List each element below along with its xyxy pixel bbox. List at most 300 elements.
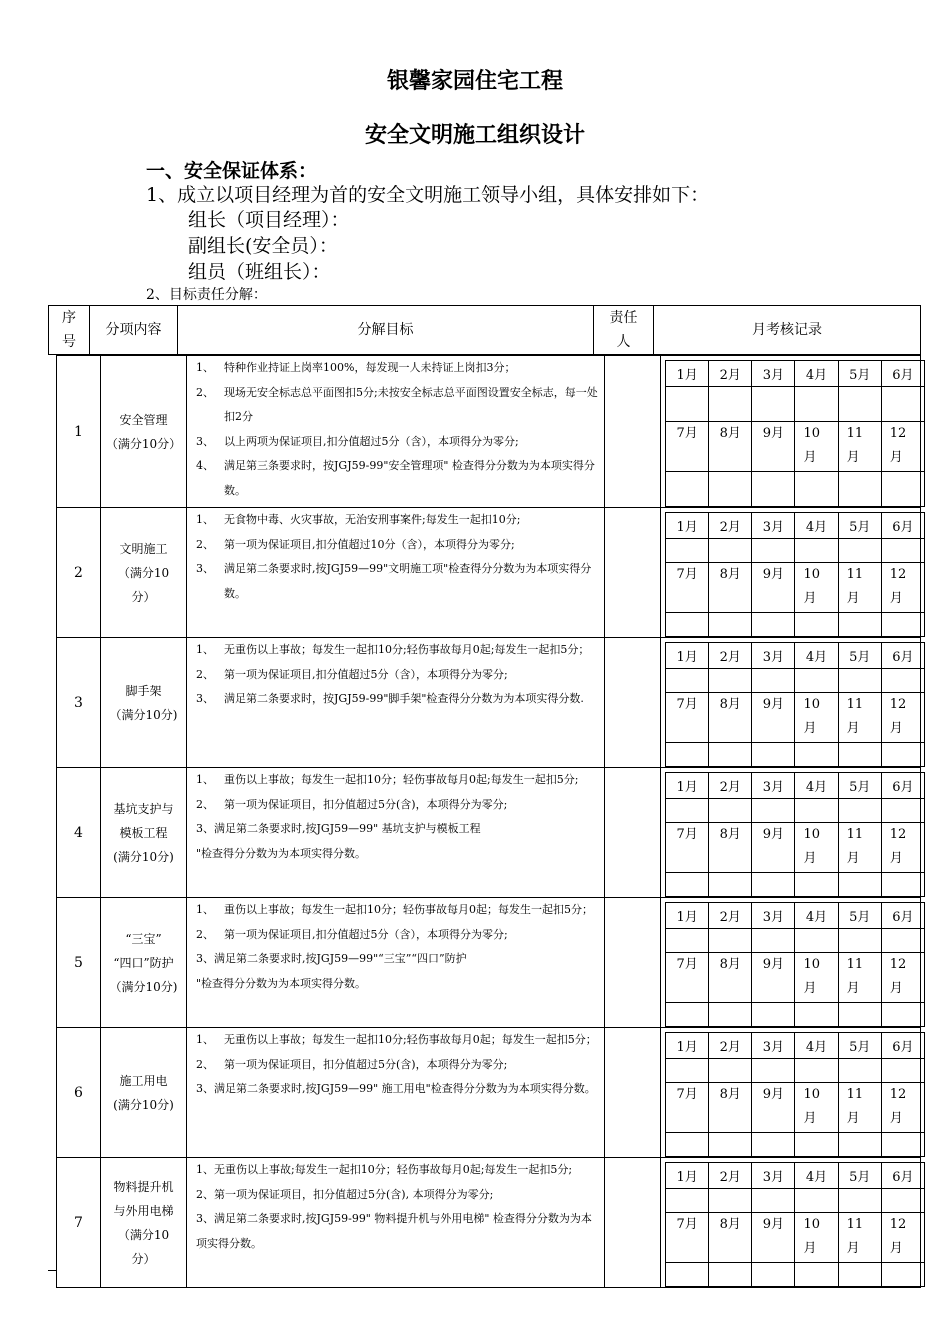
month-score-cell[interactable]: [666, 539, 709, 563]
month-label: [838, 823, 881, 873]
goal-text: 以上两项为保证项目,扣分值超过5分（含），本项得分为零分;: [224, 434, 519, 448]
month-score-cell[interactable]: [795, 472, 838, 507]
row-responsible: [605, 768, 661, 898]
goal-item: [196, 1077, 598, 1102]
goal-number: 2、: [196, 537, 214, 551]
month-label: 6月: [881, 643, 924, 669]
month-suffix: 月: [803, 1241, 817, 1256]
month-grid: [665, 360, 925, 507]
month-label: [795, 693, 838, 743]
goal-text: 3、满足第二条要求时,按JGJ59—99" 基坑支护与模板工程: [196, 822, 481, 835]
month-score-cell[interactable]: [795, 1133, 838, 1157]
row-category: [101, 1158, 187, 1288]
responsibility-table: [56, 355, 921, 1288]
month-label: [881, 823, 924, 873]
month-grid: [665, 1032, 925, 1157]
goal-text: "检查得分分数为为本项实得分数。: [196, 846, 367, 860]
month-score-cell[interactable]: [752, 1133, 795, 1157]
goal-number: 3、: [196, 692, 214, 705]
month-score-cell[interactable]: [666, 1003, 709, 1027]
month-score-cell[interactable]: [881, 387, 924, 422]
goal-item: [196, 663, 598, 688]
category-line: 分）: [131, 589, 156, 604]
header-seq: 序 号: [49, 306, 90, 355]
month-label: 5月: [838, 513, 881, 539]
goal-number: 1、: [196, 903, 214, 916]
goal-item: [196, 687, 598, 712]
month-label: 4月: [795, 361, 838, 387]
month-score-cell[interactable]: [881, 1003, 924, 1027]
month-score-cell[interactable]: [795, 1189, 838, 1213]
month-number: 11: [846, 426, 864, 441]
month-score-cell[interactable]: [795, 387, 838, 422]
goal-item: [196, 454, 598, 503]
month-suffix: 月: [889, 450, 903, 465]
month-suffix: 月: [889, 1111, 903, 1126]
month-score-cell[interactable]: [752, 799, 795, 823]
month-number: 12: [889, 1217, 907, 1232]
table-row: [57, 898, 921, 1028]
goal-number: 1、: [196, 513, 214, 526]
goal-number: 3、: [196, 562, 214, 575]
month-label: 4月: [795, 773, 838, 799]
month-score-cell[interactable]: [666, 929, 709, 953]
row-seq: 6: [57, 1028, 101, 1158]
goal-item: [196, 381, 598, 430]
header-goal: 分解目标: [178, 306, 594, 355]
role-deputy: 副组长(安全员）：: [188, 235, 338, 257]
month-label: 1月: [666, 643, 709, 669]
month-grid: [665, 902, 925, 1027]
month-number: 12: [889, 957, 907, 972]
month-score-cell[interactable]: [709, 387, 752, 422]
month-suffix: 月: [803, 721, 817, 736]
table-edge: [48, 1270, 56, 1271]
goal-item: [196, 817, 598, 842]
month-score-cell[interactable]: [881, 613, 924, 637]
month-score-cell[interactable]: [795, 873, 838, 897]
month-score-cell[interactable]: [752, 669, 795, 693]
goal-item: [196, 947, 598, 972]
header-category: 分项内容: [90, 306, 178, 355]
row-monthly-record: [661, 1028, 921, 1158]
month-label: 6月: [881, 773, 924, 799]
month-score-cell[interactable]: [838, 1059, 881, 1083]
month-score-cell[interactable]: [666, 799, 709, 823]
header-record: 月考核记录: [654, 306, 921, 355]
month-score-cell[interactable]: [838, 472, 881, 507]
month-label: 8月: [709, 1213, 752, 1263]
row-seq: 3: [57, 638, 101, 768]
month-score-cell[interactable]: [881, 929, 924, 953]
month-score-cell[interactable]: [838, 929, 881, 953]
month-score-cell[interactable]: [709, 613, 752, 637]
month-label: 7月: [666, 563, 709, 613]
row-category: [101, 356, 187, 508]
month-label: 5月: [838, 903, 881, 929]
month-label: [795, 422, 838, 472]
month-label: 3月: [752, 773, 795, 799]
goal-number: 2、: [196, 927, 214, 941]
row-monthly-record: [661, 1158, 921, 1288]
month-label: 6月: [881, 513, 924, 539]
month-score-cell[interactable]: [709, 1189, 752, 1213]
month-label: 1月: [666, 903, 709, 929]
month-grid: [665, 642, 925, 767]
month-suffix: 月: [803, 851, 817, 866]
goal-item: [196, 508, 598, 533]
month-score-cell[interactable]: [881, 799, 924, 823]
month-score-cell[interactable]: [666, 1263, 709, 1287]
table-row: [57, 1028, 921, 1158]
goal-number: 2、: [196, 1057, 214, 1071]
goal-text: "检查得分分数为为本项实得分数。: [196, 976, 367, 990]
month-label: 2月: [709, 773, 752, 799]
month-label: [881, 693, 924, 743]
month-label: [881, 1213, 924, 1263]
month-label: [838, 1083, 881, 1133]
month-score-cell[interactable]: [709, 873, 752, 897]
month-label: 1月: [666, 1163, 709, 1189]
category-line: (满分10分): [113, 849, 174, 864]
month-suffix: 月: [846, 1241, 860, 1256]
month-suffix: 月: [889, 1241, 903, 1256]
month-suffix: 月: [846, 981, 860, 996]
row-goals: [187, 638, 605, 768]
month-number: 10: [803, 957, 821, 972]
month-label: 5月: [838, 643, 881, 669]
goal-text: 无重伤以上事故；每发生一起扣10分;轻伤事故每月0起;每发生一起扣5分；: [224, 643, 590, 656]
month-score-cell[interactable]: [795, 669, 838, 693]
goal-text: 无重伤以上事故；每发生一起扣10分;轻伤事故每月0起；每发生一起扣5分；: [224, 1033, 597, 1046]
month-suffix: 月: [889, 721, 903, 736]
goal-text: 重伤以上事故；每发生一起扣10分；轻伤事故每月0起；每发生一起扣5分；: [224, 903, 593, 916]
month-label: 3月: [752, 513, 795, 539]
header-responsible: 责任 人: [594, 306, 654, 355]
category-line: 分）: [131, 1251, 156, 1266]
category-line: (满分10分): [113, 1097, 174, 1112]
month-label: 6月: [881, 903, 924, 929]
month-number: 12: [889, 426, 907, 441]
month-score-cell[interactable]: [709, 799, 752, 823]
month-score-cell[interactable]: [881, 1263, 924, 1287]
month-score-cell[interactable]: [795, 613, 838, 637]
month-score-cell[interactable]: [838, 873, 881, 897]
month-label: 7月: [666, 693, 709, 743]
goal-item: [196, 768, 598, 793]
month-score-cell[interactable]: [795, 743, 838, 767]
row-seq: 4: [57, 768, 101, 898]
row-monthly-record: [661, 768, 921, 898]
goal-number: 2、: [196, 667, 214, 681]
month-label: 4月: [795, 1033, 838, 1059]
month-label: 4月: [795, 513, 838, 539]
month-score-cell[interactable]: [838, 539, 881, 563]
goal-item: [196, 972, 598, 997]
category-line: （满分10: [117, 1227, 170, 1242]
goal-text: 3、满足第二条要求时,按JGJ59—99" 施工用电"检查得分分数为为本项实得分数。: [196, 1082, 596, 1095]
goal-item: [196, 1053, 598, 1078]
month-label: 1月: [666, 513, 709, 539]
month-score-cell[interactable]: [838, 669, 881, 693]
month-score-cell[interactable]: [709, 472, 752, 507]
month-label: 2月: [709, 1163, 752, 1189]
month-score-cell[interactable]: [709, 1003, 752, 1027]
month-score-cell[interactable]: [666, 873, 709, 897]
month-label: [881, 563, 924, 613]
month-number: 11: [846, 567, 864, 582]
month-score-cell[interactable]: [838, 799, 881, 823]
month-score-cell[interactable]: [881, 1189, 924, 1213]
month-label: 5月: [838, 361, 881, 387]
row-category: [101, 898, 187, 1028]
section-heading: 一、安全保证体系：: [146, 160, 318, 182]
row-goals: [187, 508, 605, 638]
month-score-cell[interactable]: [838, 743, 881, 767]
month-number: 10: [803, 426, 821, 441]
row-seq: 7: [57, 1158, 101, 1288]
month-suffix: 月: [803, 981, 817, 996]
month-score-cell[interactable]: [666, 669, 709, 693]
category-line: 基坑支护与: [113, 801, 174, 816]
goal-text: 3、满足第二条要求时,按JGJ59—99"“三宝”“四口”防护: [196, 952, 467, 965]
month-score-cell[interactable]: [752, 387, 795, 422]
row-responsible: [605, 898, 661, 1028]
category-line: （满分10分): [109, 707, 178, 722]
month-score-cell[interactable]: [795, 929, 838, 953]
month-number: 11: [846, 1087, 864, 1102]
month-score-cell[interactable]: [881, 1059, 924, 1083]
month-score-cell[interactable]: [752, 1263, 795, 1287]
month-label: [838, 953, 881, 1003]
month-score-cell[interactable]: [752, 1003, 795, 1027]
month-score-cell[interactable]: [881, 873, 924, 897]
month-score-cell[interactable]: [666, 1189, 709, 1213]
row-goals: [187, 1028, 605, 1158]
row-seq: 5: [57, 898, 101, 1028]
goal-number: 3、: [196, 434, 214, 448]
goal-text: 1、无重伤以上事故;每发生一起扣10分；轻伤事故每月0起;每发生一起扣5分;: [196, 1163, 573, 1176]
row-responsible: [605, 1028, 661, 1158]
month-suffix: 月: [846, 851, 860, 866]
month-label: [795, 823, 838, 873]
goal-text: 第一项为保证项目,扣分值超过10分（含），本项得分为零分;: [224, 537, 515, 551]
month-label: 6月: [881, 361, 924, 387]
month-score-cell[interactable]: [838, 1263, 881, 1287]
month-label: [795, 1213, 838, 1263]
month-score-cell[interactable]: [666, 472, 709, 507]
month-label: 8月: [709, 953, 752, 1003]
month-score-cell[interactable]: [795, 1059, 838, 1083]
row-seq: 1: [57, 356, 101, 508]
month-suffix: 月: [803, 1111, 817, 1126]
month-label: 3月: [752, 1163, 795, 1189]
month-score-cell[interactable]: [709, 1263, 752, 1287]
month-score-cell[interactable]: [881, 743, 924, 767]
goal-text: 满足第二条要求时,按JGJ59—99"文明施工项"检查得分分数为为本项实得分数。: [224, 562, 592, 600]
month-score-cell[interactable]: [752, 472, 795, 507]
goal-item: [196, 923, 598, 948]
month-score-cell[interactable]: [752, 929, 795, 953]
month-suffix: 月: [889, 981, 903, 996]
category-line: （满分10: [117, 565, 170, 580]
month-score-cell[interactable]: [838, 1133, 881, 1157]
month-label: 9月: [752, 1083, 795, 1133]
goal-text: 第一项为保证项目,扣分值超过5分（含），本项得分为零分;: [224, 927, 508, 941]
month-label: 8月: [709, 1083, 752, 1133]
month-label: 2月: [709, 513, 752, 539]
month-label: 3月: [752, 361, 795, 387]
document-subtitle: 安全文明施工组织设计: [364, 123, 585, 148]
row-monthly-record: [661, 356, 921, 508]
month-number: 10: [803, 1217, 821, 1232]
goal-number: 1、: [196, 361, 214, 374]
row-category: [101, 1028, 187, 1158]
month-score-cell[interactable]: [709, 1059, 752, 1083]
row-category: [101, 508, 187, 638]
month-label: 6月: [881, 1033, 924, 1059]
month-score-cell[interactable]: [838, 387, 881, 422]
category-line: （满分10分): [109, 979, 178, 994]
month-score-cell[interactable]: [666, 1059, 709, 1083]
month-label: 1月: [666, 773, 709, 799]
month-score-cell[interactable]: [838, 613, 881, 637]
month-score-cell[interactable]: [795, 1263, 838, 1287]
month-label: 9月: [752, 953, 795, 1003]
goal-item: [196, 1028, 598, 1053]
month-label: 5月: [838, 1033, 881, 1059]
row-goals: [187, 1158, 605, 1288]
category-line: 物料提升机: [113, 1179, 174, 1194]
goal-number: 2、: [196, 797, 214, 811]
month-score-cell[interactable]: [752, 1059, 795, 1083]
month-label: [881, 1083, 924, 1133]
month-score-cell[interactable]: [838, 1189, 881, 1213]
category-line: 脚手架: [125, 683, 162, 698]
goal-item: [196, 557, 598, 606]
row-category: [101, 768, 187, 898]
month-suffix: 月: [846, 591, 860, 606]
role-member: 组员（班组长）：: [188, 261, 331, 283]
month-label: [881, 953, 924, 1003]
table-row: [57, 356, 921, 508]
month-score-cell[interactable]: [795, 799, 838, 823]
month-label: [838, 563, 881, 613]
month-number: 11: [846, 827, 864, 842]
month-score-cell[interactable]: [666, 387, 709, 422]
month-score-cell[interactable]: [881, 539, 924, 563]
row-monthly-record: [661, 508, 921, 638]
month-label: 8月: [709, 823, 752, 873]
row-seq: 2: [57, 508, 101, 638]
month-label: 9月: [752, 422, 795, 472]
category-line: 安全管理: [119, 412, 168, 427]
category-line: 文明施工: [119, 541, 168, 556]
month-score-cell[interactable]: [752, 613, 795, 637]
month-label: 4月: [795, 1163, 838, 1189]
row-responsible: [605, 1158, 661, 1288]
goal-text: 满足第二条要求时，按JGJ59-99"脚手架"检查得分分数为为本项实得分数.: [224, 692, 584, 705]
month-score-cell[interactable]: [752, 873, 795, 897]
month-label: 2月: [709, 643, 752, 669]
month-label: 9月: [752, 823, 795, 873]
month-label: 6月: [881, 1163, 924, 1189]
row-responsible: [605, 356, 661, 508]
month-score-cell[interactable]: [881, 472, 924, 507]
month-score-cell[interactable]: [709, 743, 752, 767]
category-line: 模板工程: [119, 825, 168, 840]
month-label: [795, 1083, 838, 1133]
month-score-cell[interactable]: [666, 1133, 709, 1157]
item-1-text: 1、成立以项目经理为首的安全文明施工领导小组，具体安排如下：: [146, 184, 710, 206]
month-label: 3月: [752, 643, 795, 669]
month-label: [795, 563, 838, 613]
goal-item: [196, 533, 598, 558]
month-number: 12: [889, 697, 907, 712]
month-score-cell[interactable]: [666, 743, 709, 767]
goal-text: 重伤以上事故；每发生一起扣10分；轻伤事故每月0起;每发生一起扣5分;: [224, 773, 579, 786]
month-score-cell[interactable]: [709, 929, 752, 953]
goal-number: 4、: [196, 459, 214, 472]
month-label: 4月: [795, 643, 838, 669]
month-number: 12: [889, 827, 907, 842]
goal-item: [196, 1207, 598, 1256]
month-label: 5月: [838, 1163, 881, 1189]
row-monthly-record: [661, 898, 921, 1028]
month-label: [795, 953, 838, 1003]
table-row: [57, 638, 921, 768]
month-grid: [665, 512, 925, 637]
month-score-cell[interactable]: [709, 669, 752, 693]
month-number: 10: [803, 1087, 821, 1102]
month-score-cell[interactable]: [752, 539, 795, 563]
month-suffix: 月: [803, 450, 817, 465]
month-label: 1月: [666, 1033, 709, 1059]
goal-text: 第一项为保证项目，扣分值超过5分(含)，本项得分为零分;: [224, 797, 508, 811]
month-score-cell[interactable]: [666, 613, 709, 637]
month-number: 10: [803, 827, 821, 842]
row-responsible: [605, 638, 661, 768]
row-goals: [187, 768, 605, 898]
month-number: 11: [846, 957, 864, 972]
category-line: “四口”防护: [113, 955, 174, 970]
goal-text: 3、满足第二条要求时,按JGJ59-99" 物料提升机与外用电梯" 检查得分分数为为本项实得分数。: [196, 1212, 592, 1250]
month-score-cell[interactable]: [795, 539, 838, 563]
goal-text: 第一项为保证项目,扣分值超过5分（含），本项得分为零分;: [224, 667, 508, 681]
goal-item: [196, 430, 598, 455]
month-score-cell[interactable]: [881, 1133, 924, 1157]
month-label: 8月: [709, 422, 752, 472]
month-score-cell[interactable]: [838, 1003, 881, 1027]
goal-number: 1、: [196, 1033, 214, 1046]
month-label: 7月: [666, 1083, 709, 1133]
month-score-cell[interactable]: [709, 539, 752, 563]
month-score-cell[interactable]: [709, 1133, 752, 1157]
table-row: [57, 1158, 921, 1288]
month-suffix: 月: [889, 851, 903, 866]
table-row: [57, 508, 921, 638]
table-header: [48, 305, 921, 355]
month-score-cell[interactable]: [795, 1003, 838, 1027]
goal-number: 1、: [196, 773, 214, 786]
month-label: 8月: [709, 693, 752, 743]
month-score-cell[interactable]: [881, 669, 924, 693]
month-label: [838, 1213, 881, 1263]
month-score-cell[interactable]: [752, 743, 795, 767]
month-label: 9月: [752, 1213, 795, 1263]
month-score-cell[interactable]: [752, 1189, 795, 1213]
month-suffix: 月: [846, 721, 860, 736]
